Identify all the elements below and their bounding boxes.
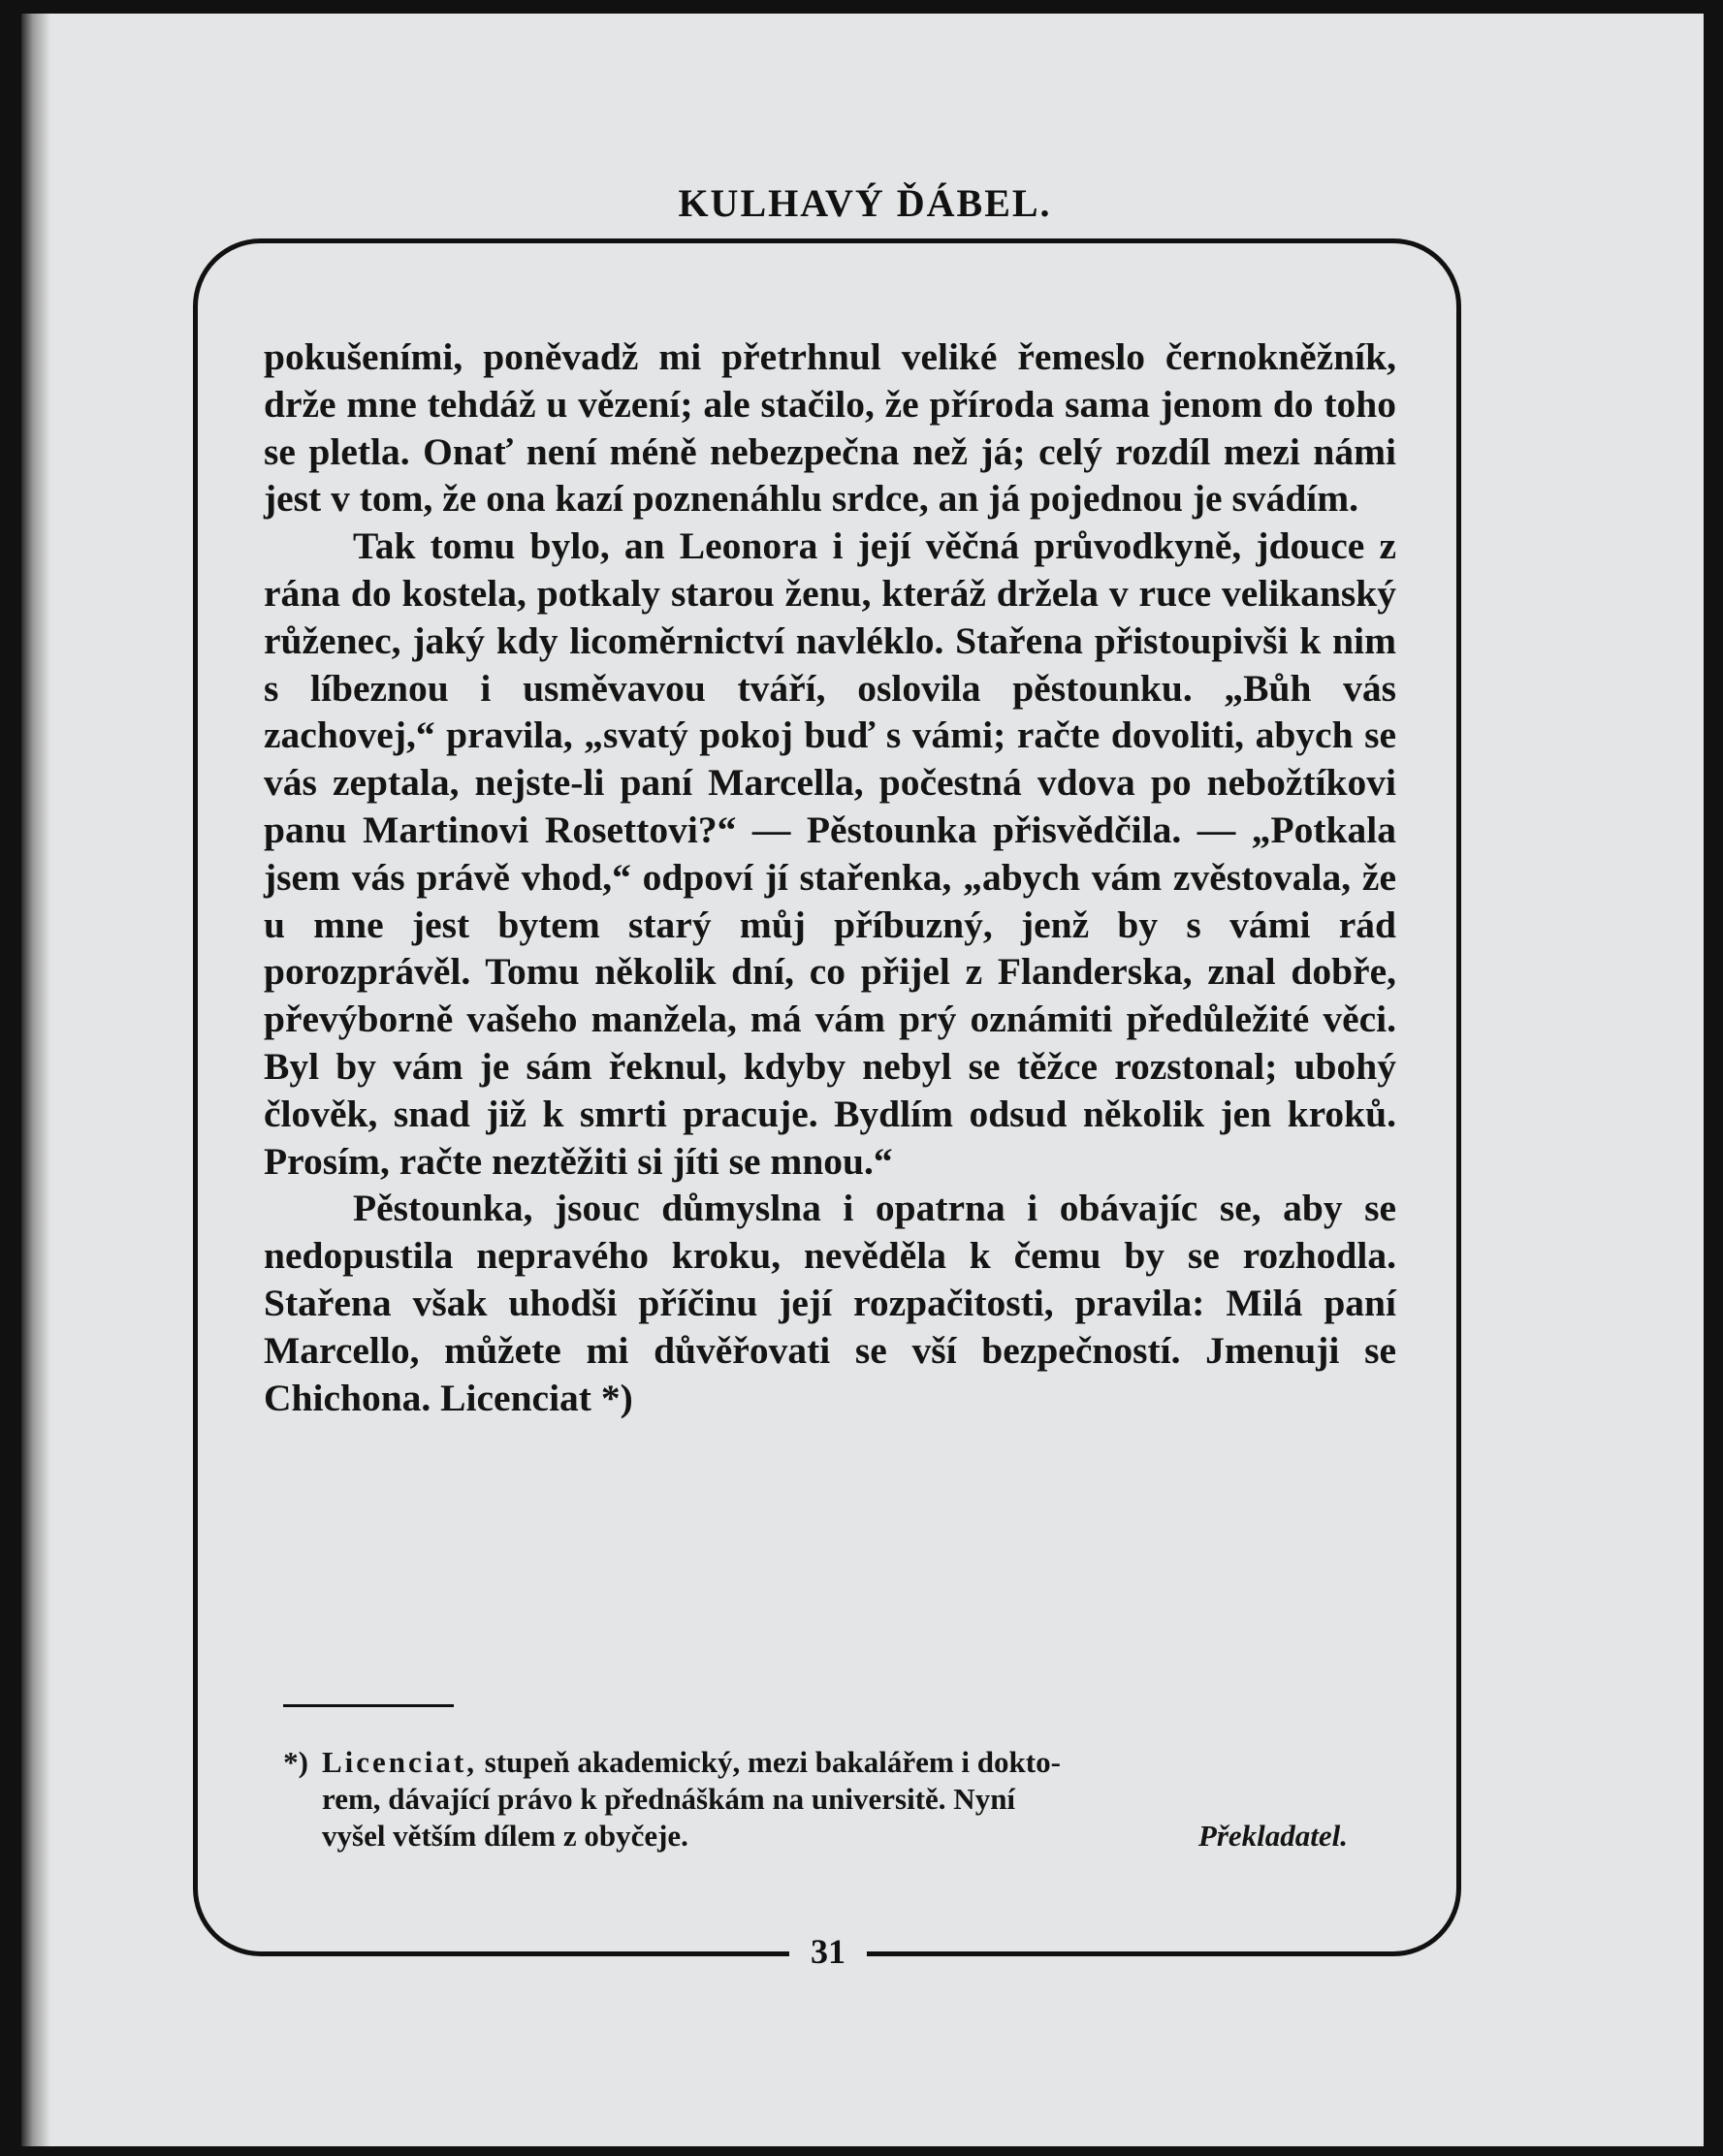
footnote-line: rem, dávající právo k přednáškám na universitě. Nyní bbox=[322, 1782, 1016, 1816]
paragraph: Pěstounka, jsouc důmyslna i opatrna i obávajíc se, aby se nedopustila nepravého kroku, nevěděla k čemu by se rozhodla. Stařena však uhodši příčinu její rozpačitosti, pravila: Milá paní Marcello, můžete mi důvěřovati se vší bezpečností. Jmenuji se Chichona. Licenciat *) bbox=[264, 1187, 1396, 1419]
spine-shadow bbox=[21, 14, 50, 2146]
footnote-rule bbox=[283, 1704, 454, 1707]
footnote-marker: *) bbox=[283, 1745, 308, 1779]
footnote-text: stupeň akademický, mezi bakalářem i dokto- bbox=[484, 1745, 1061, 1779]
footnote bbox=[264, 1744, 1396, 1855]
footnote-line bbox=[264, 1818, 1396, 1855]
footnote-text: vyšel větším dílem z obyčeje. bbox=[322, 1819, 688, 1853]
footnote-line bbox=[264, 1744, 1396, 1781]
page-number bbox=[21, 1931, 1635, 1972]
footnote-signature: Překladatel. bbox=[1197, 1819, 1348, 1853]
paragraph: pokušeními, poněvadž mi přetrhnul veliké řemeslo černokněžník, drže mne tehdáž u vězení; ale stačilo, že příroda sama jenom do toho se pletla. Onať není méně nebezpečna než já; celý rozdíl mezi námi jest v tom, že ona kazí poznenáhlu srdce, an já pojednou je svádím. bbox=[264, 335, 1396, 521]
paragraph: Tak tomu bylo, an Leonora i její věčná průvodkyně, jdouce z rána do kostela, potkaly starou ženu, kteráž držela v ruce velikanský růženec, jaký kdy licoměrnictví navléklo. Stařena přistoupivši k nim s líbeznou i usměvavou tváří, oslovila pěstounku. „Bůh vás zachovej,“ pravila, „svatý pokoj buď s vámi; račte dovoliti, abych se vás zeptala, nejste-li paní Marcella, počestná vdova po nebožtíkovi panu Martinovi Rosettovi?“ — Pěstounka přisvědčila. — „Potkala jsem vás právě vhod,“ odpoví jí stařenka, „abych vám zvěstovala, že u mne jest bytem starý můj příbuzný, jenž by s vámi rád porozprávěl. Tomu několik dní, co přijel z Flanderska, znal dobře, převýborně vašeho manžela, má vám prý oznámiti předůležité věci. Byl by vám je sám řeknul, kdyby nebyl se těžce rozstonal; ubohý člověk, snad již k smrti pracuje. Bydlím odsud několik jen kroků. Prosím, račte neztěžiti si jíti se mnou.“ bbox=[264, 524, 1396, 1183]
book-page bbox=[21, 14, 1704, 2146]
page-number-text: 31 bbox=[789, 1932, 867, 1971]
body-text bbox=[264, 333, 1396, 1421]
footnote-lead-term: Licenciat, bbox=[322, 1745, 477, 1779]
running-head: KULHAVÝ ĎÁBEL. bbox=[678, 181, 1052, 225]
